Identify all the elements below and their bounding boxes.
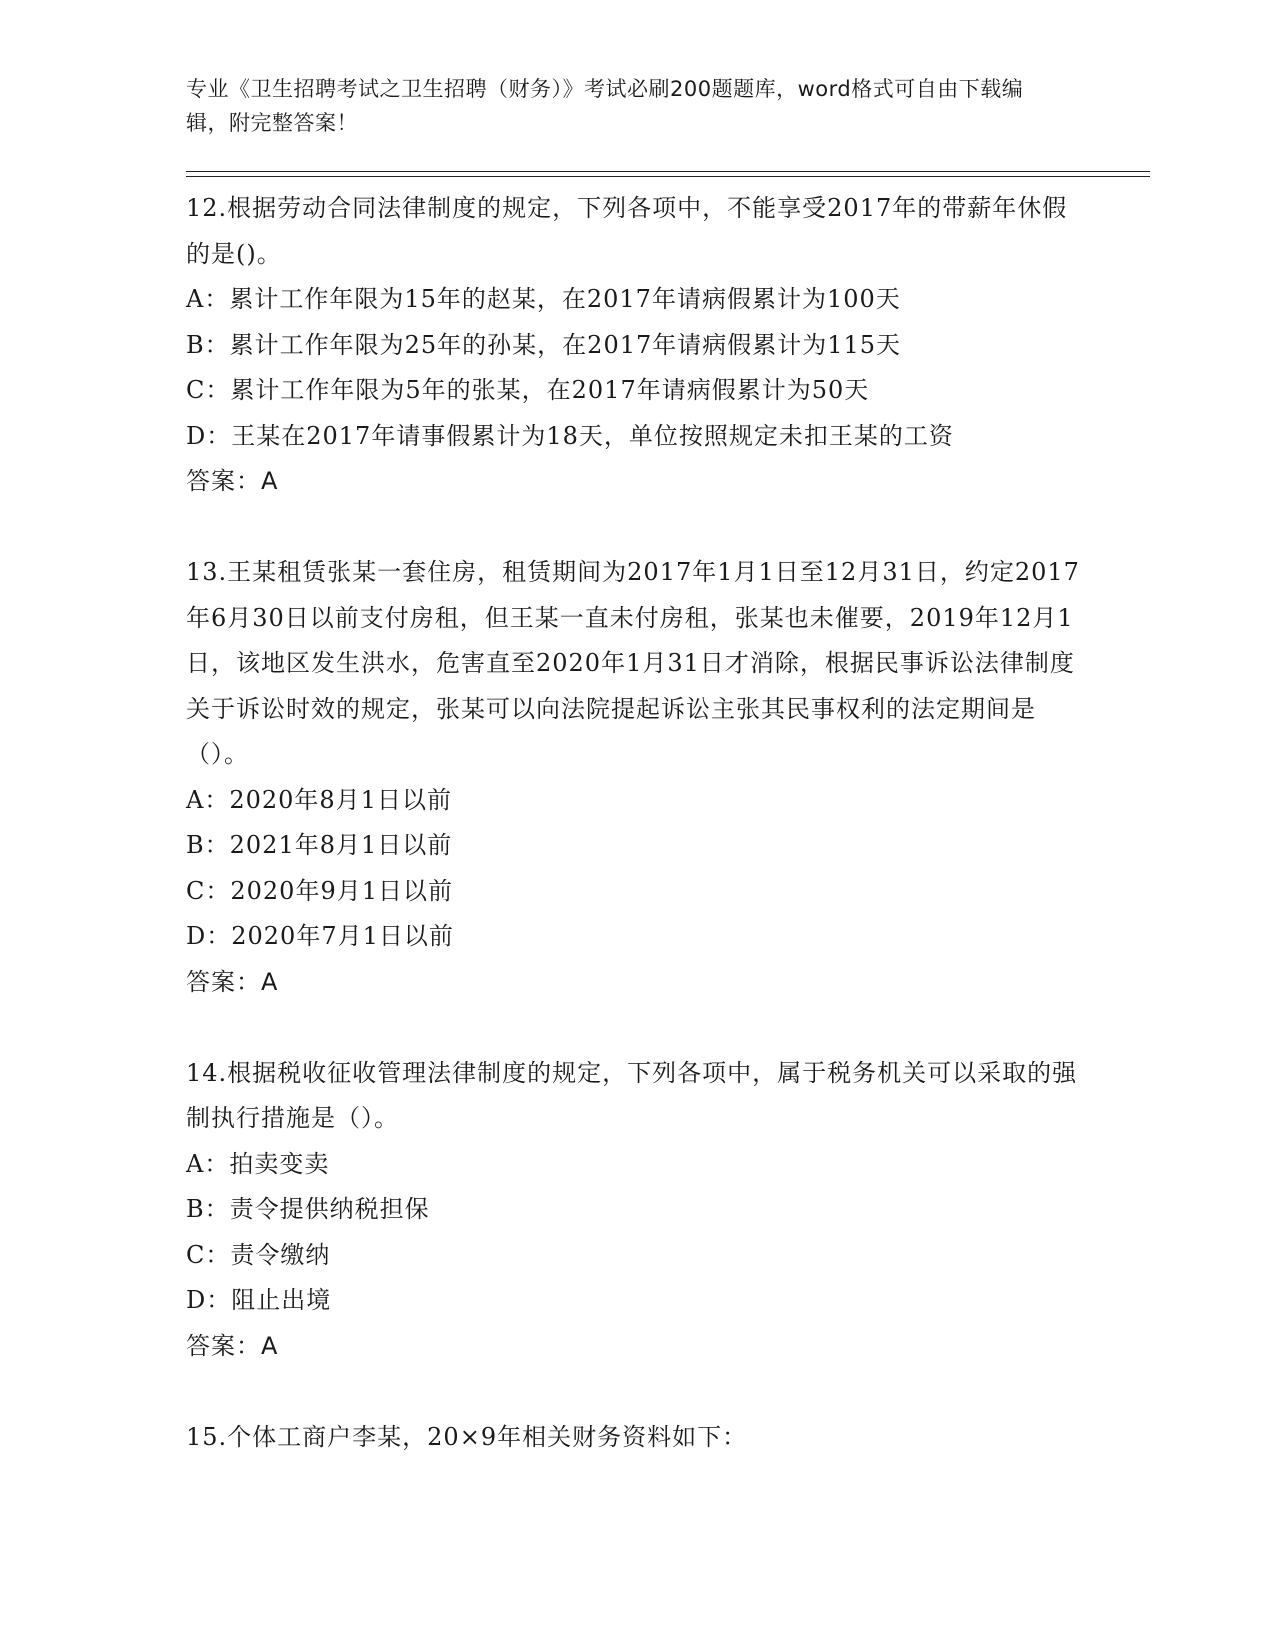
- answer-line: 答案：A: [186, 1331, 279, 1360]
- question-stem: 12.根据劳动合同法律制度的规定，下列各项中，不能享受2017年的带薪年休假的是()。: [186, 194, 1068, 268]
- document-header: 专业《卫生招聘考试之卫生招聘（财务）》考试必刷200题题库，word格式可自由下载编辑，附完整答案！: [186, 77, 1024, 135]
- option-c: C：累计工作年限为5年的张某，在2017年请病假累计为50天: [186, 376, 870, 404]
- header-rule-bottom: [186, 176, 1150, 177]
- question-list: [186, 186, 1086, 1460]
- option-b: B：2021年8月1日以前: [186, 831, 453, 859]
- option-d: D：2020年7月1日以前: [186, 922, 454, 950]
- option-d: D：王某在2017年请事假累计为18天，单位按照规定未扣王某的工资: [186, 421, 954, 450]
- option-a: A：累计工作年限为15年的赵某，在2017年请病假累计为100天: [186, 285, 901, 313]
- option-a: A：拍卖变卖: [186, 1149, 330, 1178]
- question-stem: 14.根据税收征收管理法律制度的规定，下列各项中，属于税务机关可以采取的强制执行措施是（）。: [186, 1058, 1078, 1132]
- option-a: A：2020年8月1日以前: [186, 785, 452, 814]
- option-c: C：2020年9月1日以前: [186, 876, 453, 905]
- question-12: [186, 186, 1086, 505]
- header-rule-top: [186, 171, 1150, 172]
- option-d: D：阻止出境: [186, 1286, 332, 1314]
- option-b: B：责令提供纳税担保: [186, 1195, 430, 1223]
- question-stem: 15.个体工商户李某，20×9年相关财务资料如下：: [186, 1422, 748, 1451]
- question-14: [186, 1051, 1086, 1370]
- option-c: C：责令缴纳: [186, 1240, 331, 1269]
- answer-line: 答案：A: [186, 967, 279, 996]
- option-b: B：累计工作年限为25年的孙某，在2017年请病假累计为115天: [186, 330, 902, 359]
- question-15: [186, 1415, 1086, 1461]
- question-13: [186, 550, 1086, 1005]
- answer-line: 答案：A: [186, 467, 279, 495]
- question-stem: 13.王某租赁张某一套住房，租赁期间为2017年1月1日至12月31日，约定2017年6月30日以前支付房租，但王某一直未付房租，张某也未催要，2019年12月1日，该地区发生洪水，危害直至2020年1月31日才消除，根据民事诉讼法律制度关于诉讼时效的规定，张某可以向法院提起诉讼主张其民事权利的法定期间是（）。: [186, 558, 1080, 768]
